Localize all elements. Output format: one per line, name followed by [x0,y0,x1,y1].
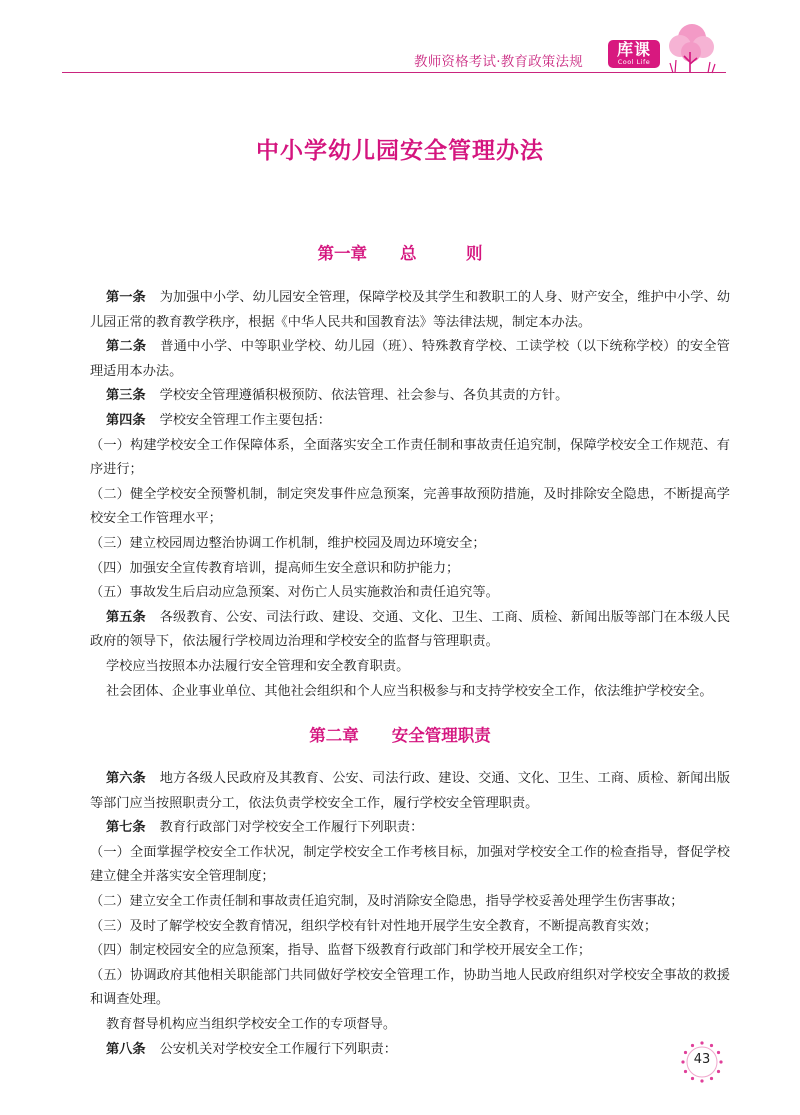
article-4-item-3: （三）建立校园周边整治协调工作机制，维护校园及周边环境安全； [90,535,486,551]
article-1: 第一条 为加强中小学、幼儿园安全管理，保障学校及其学生和教职工的人身、财产安全，维护中小学、幼儿园正常的教育教学秩序，根据《中华人民共和国教育法》等法律法规，制定本办法。 [90,290,731,330]
document-title: 中小学幼儿园安全管理办法 [256,137,544,164]
article-5-para-3: 社会团体、企业事业单位、其他社会组织和个人应当积极参与和支持学校安全工作，依法维护学校安全。 [106,683,713,699]
article-7: 第七条 教育行政部门对学校安全工作履行下列职责： [106,820,424,836]
tree-icon [662,18,722,76]
article-3: 第三条 学校安全管理遵循积极预防、依法管理、社会参与、各负其责的方针。 [106,388,569,404]
article-7-item-4: （四）制定校园安全的应急预案，指导、监督下级教育行政部门和学校开展安全工作； [90,943,592,959]
article-7-item-2: （二）建立安全工作责任制和事故责任追究制，及时消除安全隐患，指导学校妥善处理学生伤害事故； [90,893,684,909]
article-4-item-2: （二）健全学校安全预警机制，制定突发事件应急预案，完善事故预防措施，及时排除安全隐患，不断提高学校安全工作管理水平； [90,486,730,527]
article-4-item-5: （五）事故发生后启动应急预案、对伤亡人员实施救治和责任追究等。 [90,585,499,601]
article-4-item-4: （四）加强安全宣传教育培训，提高师生安全意识和防护能力； [90,560,460,576]
article-4-item-1: （一）构建学校安全工作保障体系，全面落实安全工作责任制和事故责任追究制，保障学校安全工作规范、有序进行； [90,437,730,478]
article-2: 第二条 普通中小学、中等职业学校、幼儿园（班）、特殊教育学校、工读学校（以下统称学校）的安全管理适用本办法。 [90,339,730,379]
logo-subtext: Cool Life [617,58,651,66]
logo [608,40,660,68]
article-5: 第五条 各级教育、公安、司法行政、建设、交通、文化、卫生、工商、质检、新闻出版等部门在本级人民政府的领导下，依法履行学校周边治理和学校安全的监督与管理职责。 [90,609,731,650]
article-4: 第四条 学校安全管理工作主要包括： [106,412,331,428]
header-rule [62,72,726,73]
chapter-1-heading: 第一章 总 则 [317,244,483,263]
chapter-2-body [90,767,730,1062]
article-7-item-1: （一）全面掌握学校安全工作状况，制定学校安全工作考核目标，加强对学校安全工作的检查指导，督促学校建立健全并落实安全管理制度； [90,844,730,885]
page-number: 43 [693,1052,711,1067]
article-5-para-2: 学校应当按照本办法履行安全管理和安全教育职责。 [106,658,410,674]
article-8: 第八条 公安机关对学校安全工作履行下列职责： [106,1041,397,1057]
article-7-item-3: （三）及时了解学校安全教育情况，组织学校有针对性地开展学生安全教育，不断提高教育实效； [90,918,658,934]
chapter-2-heading: 第二章 安全管理职责 [309,726,491,745]
logo-text: 库课 [616,40,651,59]
chapter-1-body [90,286,730,704]
article-7-item-5: （五）协调政府其他相关职能部门共同做好学校安全管理工作，协助当地人民政府组织对学校安全事故的救援和调查处理。 [90,967,730,1008]
article-6: 第六条 地方各级人民政府及其教育、公安、司法行政、建设、交通、文化、卫生、工商、质检、新闻出版等部门应当按照职责分工，依法负责学校安全工作，履行学校安全管理职责。 [90,771,731,811]
article-7-para-2: 教育督导机构应当组织学校安全工作的专项督导。 [106,1016,397,1032]
running-title: 教师资格考试·教育政策法规 [414,54,583,70]
